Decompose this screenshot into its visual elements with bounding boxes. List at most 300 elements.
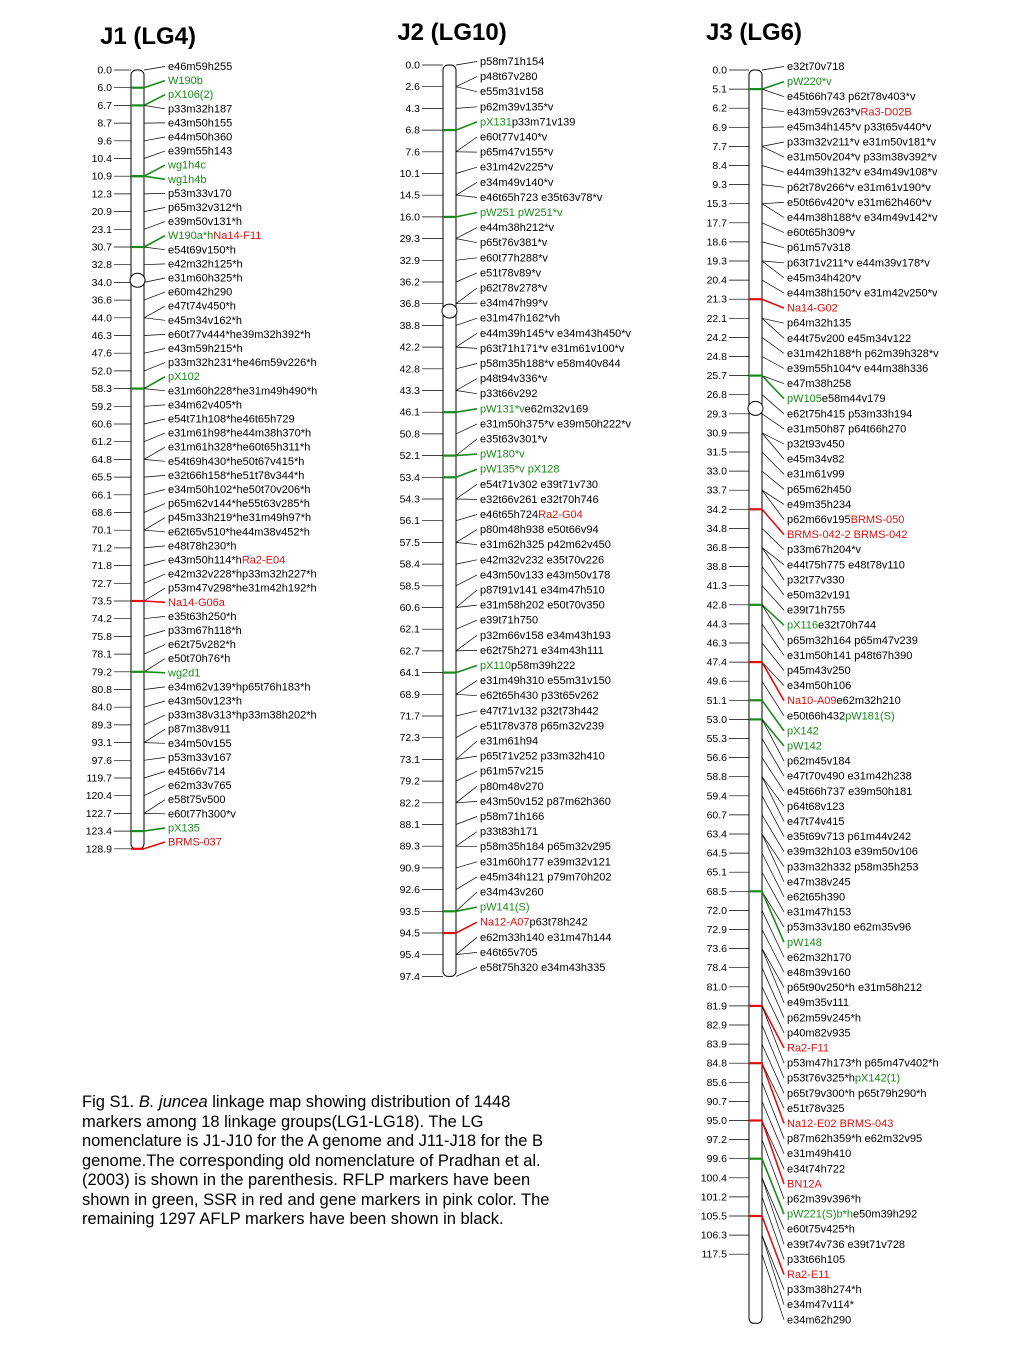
position-label: 53.4: [399, 471, 420, 484]
marker-label: [787, 665, 851, 677]
marker-label: [787, 771, 912, 783]
position-label: 105.5: [700, 1210, 727, 1223]
position-label: 29.3: [706, 408, 727, 421]
marker-name: e45t66v714: [168, 766, 226, 778]
marker-label: [480, 645, 604, 657]
marker-name: e44t75v200 e45m34v122: [787, 332, 912, 345]
position-label: 63.4: [706, 828, 727, 841]
marker-name: e58t75h320 e34m43h335: [480, 962, 606, 974]
marker-name: p33m38v313*hp33m38h202*h: [168, 709, 317, 722]
marker-label: [480, 569, 610, 581]
marker-name: e47m38v245: [787, 876, 851, 889]
marker-name: e31m49h410: [787, 1148, 852, 1161]
marker-connector: [144, 419, 165, 424]
position-label: 38.8: [706, 561, 727, 574]
marker-connector: [762, 509, 784, 534]
marker-name: p40m82v935: [787, 1027, 851, 1040]
marker-label: [168, 287, 232, 299]
marker-name: pW105: [787, 393, 822, 406]
position-label: 93.1: [91, 737, 112, 750]
position-label: 55.3: [706, 733, 727, 745]
marker-label: [787, 801, 845, 813]
position-label: 74.2: [91, 613, 112, 626]
marker-connector: [144, 687, 165, 690]
position-label: 49.6: [706, 675, 727, 688]
marker-connector: [144, 715, 165, 725]
marker-name: e54t71h108*he46t65h729: [168, 413, 295, 426]
marker-name: e50t66v420*v e31m62h460*v: [787, 196, 932, 209]
marker-label: [480, 917, 588, 929]
position-label: 73.6: [706, 943, 727, 956]
marker-connector: [456, 515, 477, 521]
marker-label: [787, 1284, 862, 1296]
marker-label: [480, 826, 538, 838]
position-label: 44.0: [91, 312, 112, 325]
marker-name: e54t69v150*h: [168, 244, 236, 257]
marker-label: [168, 611, 237, 623]
marker-connector: [762, 567, 784, 595]
marker-name: pW180*v: [480, 448, 525, 461]
marker-name: e42m32h125*h: [168, 258, 243, 271]
position-label: 90.7: [706, 1095, 727, 1108]
marker-label: [787, 1269, 830, 1281]
marker-label: [787, 121, 932, 133]
marker-label: [787, 197, 932, 209]
marker-connector: [144, 616, 165, 618]
position-label: 89.3: [399, 840, 420, 853]
marker-label: [168, 414, 295, 426]
marker-name: e44m39h145*v e34m43h450*v: [480, 327, 632, 340]
marker-label: [480, 132, 548, 144]
marker-label: [787, 499, 851, 511]
marker-connector: [144, 546, 165, 548]
marker-label: [480, 751, 605, 763]
marker-label: [168, 75, 203, 87]
position-label: 36.2: [399, 276, 420, 289]
marker-name: p65t79v300*h p65t79h290*h: [787, 1087, 927, 1100]
marker-name: e32t70v718: [787, 61, 845, 73]
marker-connector: [144, 475, 165, 477]
marker-connector: [144, 292, 165, 300]
position-label: 106.3: [700, 1229, 727, 1242]
position-label: 68.6: [91, 507, 112, 519]
centromere: [130, 273, 145, 287]
marker-name: Ra2-E11: [787, 1269, 830, 1281]
position-label: 123.4: [85, 825, 112, 838]
position-label: 78.4: [706, 962, 727, 975]
marker-name: e58m44v179: [821, 393, 886, 406]
position-label: 0.0: [712, 64, 727, 77]
position-label: 61.2: [91, 436, 112, 449]
caption-text: linkage map showing distribution of 1448 markers among 18 linkage groups(LG1-LG18). The LG nomenclature is J1-J10 for the A genome and J11-J18 for the B genome.The corresponding old nomenclature of Pradhan et al. (2003) is shown in the parenthesis. RFLP markers have been shown in green, SSR in red and gene markers in pink color. The remaining 1297 AFLP markers have been shown in black.: [82, 1093, 550, 1228]
marker-name: Na12-A07: [480, 916, 530, 929]
marker-name: e47t74v415: [787, 816, 845, 828]
position-label: 31.5: [706, 446, 727, 459]
marker-label: [787, 967, 851, 979]
marker-connector: [144, 247, 165, 250]
marker-label: [480, 630, 611, 642]
marker-connector: [144, 95, 165, 106]
chromosome-bar: [131, 70, 144, 849]
marker-connector: [762, 586, 784, 610]
marker-label: [787, 257, 930, 269]
marker-name: e34m62h290: [787, 1314, 852, 1327]
position-label: 97.6: [91, 754, 112, 767]
marker-connector: [144, 236, 165, 247]
position-label: 122.7: [85, 807, 112, 820]
marker-name: e60t77v444*he39m32h392*h: [168, 328, 311, 341]
marker-connector: [762, 142, 784, 146]
marker-connector: [762, 166, 784, 173]
marker-connector: [456, 877, 477, 890]
marker-label: [787, 1148, 851, 1160]
marker-label: [168, 103, 232, 115]
marker-label: [787, 1209, 917, 1221]
marker-label: [168, 399, 242, 411]
marker-label: [787, 544, 862, 556]
marker-connector: [456, 922, 477, 933]
marker-label: [168, 146, 232, 158]
marker-label: [787, 605, 845, 617]
marker-connector: [762, 548, 784, 565]
marker-label: [787, 439, 845, 451]
marker-name: e39m55h104*v e44m38h336: [787, 363, 929, 375]
marker-label: [480, 600, 605, 612]
marker-connector: [762, 146, 784, 157]
marker-label: [480, 690, 599, 702]
marker-label: [787, 816, 845, 828]
marker-name: e58t75v500: [168, 794, 226, 807]
marker-name: e44m38h212*v: [480, 222, 555, 235]
marker-label: [787, 469, 845, 481]
linkage-group-2: [397, 19, 631, 983]
marker-name: p63t71v211*v e44m39v178*v: [787, 257, 930, 270]
marker-name: e45m34h420*v: [787, 272, 862, 285]
marker-name: p65m62v144*he55t63v285*h: [168, 498, 310, 511]
position-label: 46.1: [399, 406, 420, 419]
marker-label: [480, 464, 560, 476]
marker-name: e54t71v302 e39t71v730: [480, 478, 599, 491]
marker-label: [480, 192, 603, 204]
marker-label: [787, 635, 918, 647]
position-label: 25.7: [706, 370, 727, 383]
position-label: 90.9: [399, 862, 420, 875]
marker-label: [480, 222, 555, 234]
position-label: 21.3: [706, 293, 727, 306]
marker-label: [787, 680, 851, 692]
marker-label: [480, 736, 538, 748]
position-label: 89.3: [91, 719, 112, 732]
marker-name: BRMS-050: [850, 514, 905, 526]
marker-name: pX102: [168, 371, 200, 384]
marker-name: e60t77h288*v: [480, 252, 548, 265]
marker-name: wg2d1: [168, 667, 201, 680]
marker-name: Na14-G02: [787, 302, 838, 315]
marker-label: [168, 230, 261, 242]
position-label: 43.3: [399, 385, 420, 397]
position-label: 71.8: [91, 560, 112, 573]
marker-connector: [762, 357, 784, 369]
marker-name: p62m45v184: [787, 755, 851, 768]
marker-name: e39t71h755: [787, 604, 846, 617]
marker-name: p63t71h171*v e31m61v100*v: [480, 342, 625, 355]
marker-name: e62t65h430 p33t65v262: [480, 690, 599, 703]
marker-name: e49m35h234: [787, 498, 852, 511]
marker-name: e43m50h155: [168, 117, 233, 130]
marker-connector: [762, 815, 784, 852]
marker-label: [480, 811, 544, 823]
marker-connector: [456, 786, 477, 803]
marker-connector: [144, 601, 165, 602]
marker-connector: [144, 701, 165, 707]
marker-name: e47t74v450*h: [168, 300, 236, 313]
marker-label: [787, 952, 851, 964]
position-label: 72.0: [706, 904, 727, 917]
chromosome-bar: [749, 70, 762, 1323]
marker-label: [480, 388, 538, 400]
marker-name: e62m32v169: [524, 403, 589, 416]
marker-label: [480, 554, 604, 566]
marker-connector: [144, 306, 165, 318]
position-label: 8.4: [712, 160, 727, 172]
marker-label: [168, 696, 242, 708]
position-label: 66.1: [91, 489, 112, 502]
marker-name: e60t75v425*h: [787, 1223, 855, 1236]
marker-connector: [762, 108, 784, 112]
position-label: 79.2: [91, 666, 112, 679]
marker-label: [480, 162, 554, 174]
marker-connector: [762, 949, 784, 988]
marker-label: [168, 188, 232, 200]
marker-label: [787, 831, 911, 843]
marker-label: [480, 494, 599, 506]
position-label: 58.5: [399, 580, 420, 593]
marker-connector: [456, 590, 477, 608]
marker-name: e39m55h143: [168, 145, 233, 158]
marker-name: pX116: [787, 619, 818, 632]
marker-connector: [144, 349, 165, 354]
marker-name: p33t66v292: [480, 388, 538, 401]
marker-name: Ra3-D02B: [860, 106, 912, 119]
marker-name: pX106(2): [168, 89, 214, 102]
marker-name: e46t65h724: [480, 509, 539, 521]
marker-label: [168, 244, 236, 256]
marker-name: e34m47v114*: [787, 1299, 855, 1312]
marker-label: [787, 348, 939, 360]
marker-label: [480, 373, 548, 385]
position-label: 42.8: [399, 363, 420, 376]
marker-name: e45t66h743 p62t78v403*v: [787, 91, 916, 104]
marker-label: [787, 1088, 926, 1100]
position-label: 20.4: [706, 274, 727, 287]
marker-label: [480, 343, 625, 355]
marker-label: [168, 625, 242, 637]
marker-label: [787, 1073, 900, 1085]
marker-label: [480, 615, 538, 627]
marker-name: p53m47h173*h p65m47v402*h: [787, 1057, 939, 1070]
marker-name: p62t78v278*v: [480, 282, 548, 295]
position-label: 81.0: [706, 981, 727, 994]
marker-name: e55m31v158: [480, 86, 544, 99]
marker-name: e62t75v282*h: [168, 639, 236, 652]
marker-name: e34m47h99*v: [480, 297, 548, 310]
marker-name: e62t65h390: [787, 891, 846, 904]
marker-name: p32t77v330: [787, 574, 845, 587]
marker-label: [480, 147, 554, 159]
marker-name: p33t66h105: [787, 1253, 846, 1266]
position-label: 88.1: [399, 819, 420, 831]
position-label: 58.8: [706, 771, 727, 784]
marker-label: [168, 822, 200, 834]
marker-name: e62m33h140 e31m47h144: [480, 931, 612, 944]
marker-name: e39t71h750: [480, 614, 539, 627]
marker-name: p53m33v180 e62m35v96: [787, 921, 912, 934]
position-label: 32.9: [399, 254, 420, 267]
marker-name: p33m32v211*v e31m50v181*v: [787, 136, 937, 149]
marker-name: e48m39v160: [787, 967, 851, 979]
marker-name: Na10-A09: [787, 695, 837, 708]
marker-label: [787, 408, 912, 420]
marker-name: e43m50v152 p87m62h360: [480, 795, 611, 808]
marker-label: [168, 428, 311, 440]
position-label: 100.4: [700, 1172, 727, 1185]
marker-label: [480, 720, 604, 732]
marker-name: p53m33v170: [168, 187, 232, 200]
marker-name: p33m32h187: [168, 103, 233, 116]
position-label: 16.0: [399, 211, 420, 224]
marker-label: [480, 705, 599, 717]
marker-name: pW141(S): [480, 901, 530, 914]
marker-connector: [456, 424, 477, 434]
marker-label: [787, 454, 845, 466]
marker-connector: [456, 907, 477, 911]
marker-name: pX142(1): [854, 1072, 901, 1085]
marker-connector: [762, 719, 784, 746]
marker-connector: [144, 447, 165, 459]
marker-connector: [144, 278, 165, 282]
caption-prefix: Fig S1.: [82, 1093, 139, 1111]
marker-name: e43m50v123*h: [168, 695, 243, 708]
marker-name: e60m42h290: [168, 286, 233, 299]
marker-label: [168, 442, 310, 454]
marker-label: [787, 1012, 861, 1024]
position-label: 6.8: [405, 124, 420, 137]
marker-connector: [456, 107, 477, 109]
marker-label: [480, 56, 544, 68]
marker-name: p62t78v266*v e31m61v190*v: [787, 181, 931, 194]
marker-name: e44t75h775 e48t78v110: [787, 559, 905, 572]
marker-connector: [144, 193, 165, 194]
marker-name: wg1h4b: [168, 173, 207, 186]
position-label: 81.9: [706, 1000, 727, 1013]
marker-label: [168, 61, 232, 73]
marker-connector: [762, 318, 784, 338]
marker-connector: [144, 318, 165, 321]
position-label: 15.3: [706, 198, 727, 211]
marker-name: Ra2-E04: [241, 554, 286, 567]
marker-label: [787, 1043, 829, 1055]
marker-label: [168, 540, 237, 552]
marker-label: [480, 871, 612, 883]
marker-name: e31m47h162*vh: [480, 312, 561, 325]
marker-connector: [144, 459, 165, 461]
marker-name: e62t65v510*he44m38v452*h: [168, 526, 310, 539]
marker-label: [480, 177, 554, 189]
marker-name: e34m62v139*hp65t76h183*h: [168, 681, 311, 694]
marker-label: [168, 808, 236, 820]
marker-connector: [144, 588, 165, 601]
marker-connector: [762, 548, 784, 580]
marker-label: [787, 227, 855, 239]
marker-label: [480, 101, 554, 113]
marker-connector: [456, 273, 477, 282]
marker-label: [787, 333, 911, 345]
marker-label: [480, 796, 611, 808]
marker-name: e31m61h98*he44m38h370*h: [168, 427, 312, 440]
marker-name: e32t66v261 e32t70h746: [480, 493, 599, 506]
position-label: 18.6: [706, 236, 727, 249]
marker-name: p33t83h171: [480, 826, 539, 839]
position-label: 53.0: [706, 713, 727, 726]
marker-label: [787, 741, 822, 753]
marker-connector: [762, 414, 784, 429]
marker-connector: [456, 694, 477, 695]
marker-label: [168, 258, 243, 270]
marker-label: [168, 343, 243, 355]
position-label: 34.8: [706, 522, 727, 535]
marker-connector: [762, 1006, 784, 1048]
marker-name: p58m71h154: [480, 56, 545, 68]
marker-name: pX142: [787, 725, 819, 738]
position-label: 51.1: [706, 694, 727, 707]
marker-connector: [144, 490, 165, 495]
marker-connector: [144, 176, 165, 179]
marker-name: p65m47v155*v: [480, 146, 554, 159]
position-label: 80.8: [91, 684, 112, 696]
marker-name: e31m49h310 e55m31v150: [480, 675, 611, 688]
position-label: 42.2: [399, 341, 420, 354]
marker-label: [787, 484, 851, 496]
marker-connector: [762, 834, 784, 867]
marker-label: [787, 1027, 851, 1039]
position-label: 24.2: [706, 331, 727, 344]
marker-name: e50t70h76*h: [168, 653, 231, 666]
marker-name: e60t77h300*v: [168, 808, 236, 821]
position-label: 10.1: [399, 168, 420, 180]
position-label: 44.3: [706, 618, 727, 631]
marker-name: pW251 pW251*v: [480, 207, 563, 219]
marker-name: e48t78h230*h: [168, 540, 237, 553]
position-label: 23.1: [91, 223, 112, 236]
marker-label: [480, 675, 611, 687]
marker-connector: [144, 264, 165, 265]
linkage-group-1: [86, 23, 318, 855]
marker-name: p61m57v215: [480, 765, 544, 778]
marker-label: [480, 585, 605, 597]
position-label: 47.4: [706, 656, 727, 669]
marker-connector: [762, 395, 784, 414]
position-label: 78.1: [91, 648, 112, 661]
position-label: 117.5: [701, 1248, 727, 1261]
position-label: 52.1: [399, 450, 420, 463]
marker-connector: [456, 258, 477, 261]
marker-label: [168, 752, 232, 764]
caption-species: B. juncea: [138, 1093, 208, 1111]
marker-connector: [144, 151, 165, 158]
marker-label: [168, 710, 317, 722]
marker-name: e62t75h271 e34m43h111: [480, 644, 604, 657]
marker-connector: [762, 471, 784, 489]
